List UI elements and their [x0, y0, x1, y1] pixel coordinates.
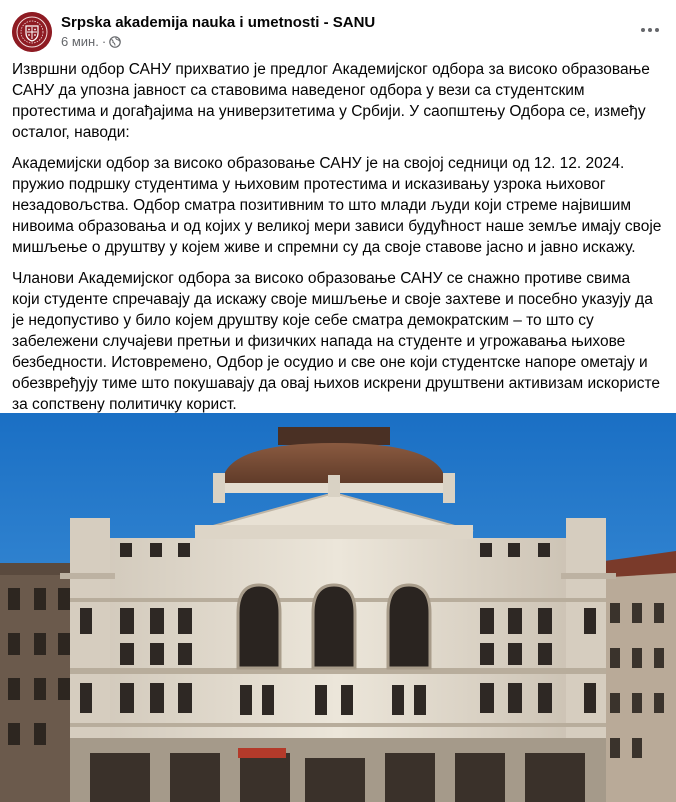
globe-icon[interactable] — [109, 36, 121, 51]
page-name-link[interactable]: Srpska akademija nauka i umetnosti - SANU — [61, 14, 376, 31]
post-paragraph-1: Извршни одбор САНУ прихватио је предлог Академијског одбора за високо образовање САНУ да упозна јавност са ставовима наведеног одбора у вези са студентским протестима и догађајима на универзитетима у Србији. У саопштењу Одбора се, између осталог, наводи: — [12, 61, 650, 141]
more-options-icon[interactable] — [636, 18, 664, 42]
post-paragraph-2: Академијски одбор за високо образовање САНУ је на својој седници од 12. 12. 2024. пружио подршку студентима у њиховим протестима и исказивању узрока њиховог незадовољства. Одбор сматра позитивним то што млади људи који стреме највишим нивоима образовања и од којих у великој мери зависи будућност наше земље имају своје мишљење о друштву у којем живе и спремни су да своје ставове јасно и јавно искажу. — [12, 155, 662, 256]
sanu-crest-icon[interactable] — [12, 12, 52, 52]
meta-separator: · — [101, 34, 107, 49]
sanu-building-photo[interactable] — [0, 413, 676, 802]
post-body — [12, 59, 662, 456]
post-header — [12, 10, 664, 54]
post-meta — [61, 34, 121, 51]
post-paragraph-3: Чланови Академијског одбора за високо образовање САНУ се снажно противе свима који студенте спречавају да искажу своје мишљење и своје захтеве и посебно указују да је недопустиво у било којем друштву које себе сматра демократским – то што су забележени случајеви претњи и физичких напада на студенте и угрожавања њихове безбедности. Истовремено, Одбор је осудио и све оне који студентске напоре ометају и обезвређују тиме што покушавају да овај њихов искрени друштвени активизам искористе за сопствену политичку корист. — [12, 270, 661, 413]
post-time-link[interactable]: 6 мин. — [61, 34, 99, 49]
